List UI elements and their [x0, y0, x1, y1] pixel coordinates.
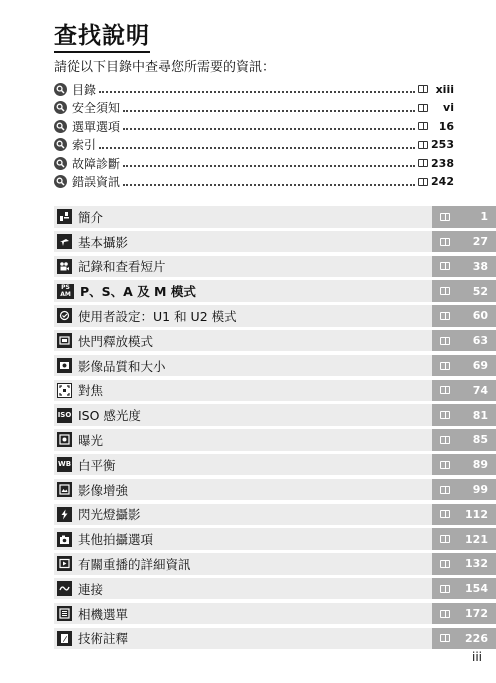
- chapter-list: [54, 206, 496, 652]
- chapter-page-tab[interactable]: [432, 404, 496, 426]
- shooting-options-icon: [57, 532, 72, 547]
- chapter-page: 132: [465, 557, 488, 571]
- chapter-page: 63: [472, 334, 488, 348]
- quick-link-label: 選單選項: [72, 119, 121, 134]
- chapter-page: 99: [472, 483, 488, 497]
- page-ref-icon: [418, 85, 428, 93]
- chapter-row-introduction[interactable]: [54, 206, 496, 228]
- chapter-page: 89: [472, 458, 488, 472]
- page-ref-icon: [440, 386, 450, 394]
- chapter-label: 連接: [78, 581, 104, 597]
- dot-leader: [123, 98, 415, 112]
- chapter-row-focus[interactable]: [54, 380, 496, 402]
- chapter-page: 69: [472, 359, 488, 373]
- exposure-icon: [57, 432, 72, 447]
- search-icon: [54, 157, 67, 170]
- quick-link-page: 16: [438, 119, 454, 133]
- psam-mode-icon: PS AM: [57, 284, 74, 299]
- chapter-row-camera-menus[interactable]: [54, 603, 496, 625]
- page-ref-icon: [440, 510, 450, 518]
- chapter-page-tab[interactable]: [432, 305, 496, 327]
- quick-link-page: 242: [431, 175, 454, 189]
- page-ref-icon: [440, 610, 450, 618]
- user-settings-icon: [57, 308, 72, 323]
- chapter-row-technical-notes[interactable]: [54, 628, 496, 650]
- quick-link-label: 故障診斷: [72, 156, 121, 171]
- chapter-page-tab[interactable]: [432, 355, 496, 377]
- intro-icon: [57, 209, 72, 224]
- quick-link-page: vi: [443, 101, 454, 115]
- quick-link-label: 索引: [72, 138, 97, 153]
- page-ref-icon: [440, 486, 450, 494]
- chapter-label: 記錄和查看短片: [78, 259, 166, 275]
- chapter-label: 有關重播的詳細資訊: [78, 556, 191, 572]
- chapter-label: 基本攝影: [78, 234, 129, 250]
- page-ref-icon: [440, 287, 450, 295]
- quick-link-error-messages[interactable]: [54, 173, 454, 192]
- quick-link-label: 錯誤資訊: [72, 175, 121, 190]
- chapter-label: 其他拍攝選項: [78, 532, 154, 548]
- page-ref-icon: [418, 178, 428, 186]
- basic-photography-icon: [57, 234, 72, 249]
- chapter-page-tab[interactable]: [432, 429, 496, 451]
- chapter-row-psam-modes[interactable]: [54, 280, 496, 302]
- chapter-label: 相機選單: [78, 606, 129, 622]
- quick-link-troubleshooting[interactable]: [54, 154, 454, 173]
- technical-notes-icon: [57, 631, 72, 646]
- chapter-page: 172: [465, 607, 488, 620]
- chapter-label: 白平衡: [78, 457, 116, 473]
- chapter-page: 85: [472, 433, 488, 447]
- chapter-row-flash[interactable]: [54, 504, 496, 526]
- quick-link-index[interactable]: [54, 136, 454, 155]
- chapter-page: 27: [472, 235, 488, 249]
- page-ref-icon: [440, 362, 450, 370]
- quick-link-page: 238: [431, 156, 454, 170]
- page-ref-icon: [440, 312, 450, 320]
- chapter-row-user-settings[interactable]: [54, 305, 496, 327]
- quick-link-label: 安全須知: [72, 101, 121, 116]
- search-icon: [54, 83, 67, 96]
- page-number: iii: [471, 650, 482, 664]
- chapter-row-other-shooting-options[interactable]: [54, 528, 496, 550]
- flash-icon: [57, 507, 72, 522]
- quick-link-menu-options[interactable]: [54, 117, 454, 136]
- chapter-label: P、S、A 及 M 模式: [80, 284, 196, 300]
- page-title: 查找說明: [54, 22, 150, 53]
- release-mode-icon: [57, 333, 72, 348]
- chapter-row-movies[interactable]: [54, 256, 496, 278]
- chapter-label: 影像品質和大小: [78, 358, 166, 374]
- page-ref-icon: [440, 634, 450, 642]
- chapter-label: ISO 感光度: [78, 408, 141, 424]
- page-ref-icon: [440, 411, 450, 419]
- search-icon: [54, 101, 67, 114]
- playback-icon: [57, 556, 72, 571]
- chapter-page: 1: [480, 210, 488, 224]
- chapter-label: 對焦: [78, 383, 104, 399]
- page-ref-icon: [440, 436, 450, 444]
- chapter-row-exposure[interactable]: [54, 429, 496, 451]
- page-ref-icon: [440, 238, 450, 246]
- dot-leader: [99, 79, 415, 93]
- page-ref-icon: [440, 337, 450, 345]
- chapter-page-tab[interactable]: [432, 280, 496, 302]
- chapter-page-tab[interactable]: [432, 256, 496, 278]
- chapter-page-tab[interactable]: [432, 330, 496, 352]
- chapter-page-tab[interactable]: [432, 603, 496, 625]
- chapter-page-tab[interactable]: [432, 231, 496, 253]
- quick-link-contents[interactable]: [54, 80, 454, 99]
- chapter-page: 60: [472, 309, 488, 323]
- image-enhancement-icon: [57, 482, 72, 497]
- dot-leader: [123, 116, 415, 130]
- chapter-row-white-balance[interactable]: [54, 454, 496, 476]
- page-ref-icon: [440, 535, 450, 543]
- quick-links: [54, 80, 454, 191]
- camera-menu-icon: [57, 606, 72, 621]
- chapter-page: 81: [472, 408, 488, 422]
- chapter-page-tab[interactable]: [432, 479, 496, 501]
- image-quality-icon: [57, 358, 72, 373]
- chapter-page: 112: [465, 507, 488, 521]
- page-ref-icon: [418, 159, 428, 167]
- search-icon: [54, 120, 67, 133]
- page-ref-icon: [440, 213, 450, 221]
- dot-leader: [99, 135, 415, 149]
- page-ref-icon: [418, 122, 428, 130]
- chapter-label: 使用者設定：U1 和 U2 模式: [78, 308, 237, 324]
- chapter-page: 38: [472, 259, 488, 273]
- chapter-page-tab[interactable]: [432, 454, 496, 476]
- chapter-label: 簡介: [78, 209, 104, 225]
- chapter-label: 閃光燈攝影: [78, 507, 141, 523]
- chapter-page-tab[interactable]: [432, 528, 496, 550]
- white-balance-icon: WB: [57, 457, 72, 472]
- page-ref-icon: [440, 560, 450, 568]
- page-ref-icon: [440, 585, 450, 593]
- chapter-page: 154: [465, 582, 488, 596]
- dot-leader: [123, 153, 415, 167]
- iso-icon: ISO: [57, 408, 72, 423]
- chapter-label: 曝光: [78, 432, 104, 448]
- chapter-page: 226: [465, 631, 488, 645]
- quick-link-label: 目錄: [72, 82, 97, 97]
- chapter-row-playback[interactable]: [54, 553, 496, 575]
- chapter-page-tab[interactable]: [432, 380, 496, 402]
- chapter-page-tab[interactable]: [432, 504, 496, 526]
- dot-leader: [123, 172, 415, 186]
- quick-link-page: xiii: [435, 82, 454, 96]
- search-icon: [54, 175, 67, 188]
- connections-icon: [57, 581, 72, 596]
- chapter-page: 121: [465, 532, 488, 546]
- search-icon: [54, 138, 67, 151]
- page-ref-icon: [418, 104, 428, 112]
- chapter-page-tab[interactable]: [432, 553, 496, 575]
- chapter-page: 52: [472, 284, 488, 298]
- page-ref-icon: [440, 461, 450, 469]
- quick-link-page: 253: [431, 138, 454, 152]
- page-ref-icon: [440, 262, 450, 270]
- chapter-label: 影像增強: [78, 482, 129, 498]
- chapter-page-tab[interactable]: [432, 578, 496, 600]
- quick-link-safety[interactable]: [54, 99, 454, 118]
- chapter-page-tab[interactable]: [432, 628, 496, 650]
- movie-camera-icon: [57, 259, 72, 274]
- chapter-row-connections[interactable]: [54, 578, 496, 600]
- page-ref-icon: [418, 141, 428, 149]
- chapter-row-image-quality[interactable]: [54, 355, 496, 377]
- chapter-label: 快門釋放模式: [78, 333, 154, 349]
- page-subtitle: 請從以下目錄中查尋您所需要的資訊：: [54, 60, 276, 75]
- focus-icon: [57, 383, 72, 398]
- chapter-page: 74: [472, 383, 488, 397]
- chapter-row-basic-photography[interactable]: [54, 231, 496, 253]
- chapter-label: 技術註釋: [78, 631, 129, 647]
- chapter-page-tab[interactable]: [432, 206, 496, 228]
- chapter-row-image-enhancement[interactable]: [54, 479, 496, 501]
- chapter-row-iso[interactable]: [54, 404, 496, 426]
- chapter-row-release-mode[interactable]: [54, 330, 496, 352]
